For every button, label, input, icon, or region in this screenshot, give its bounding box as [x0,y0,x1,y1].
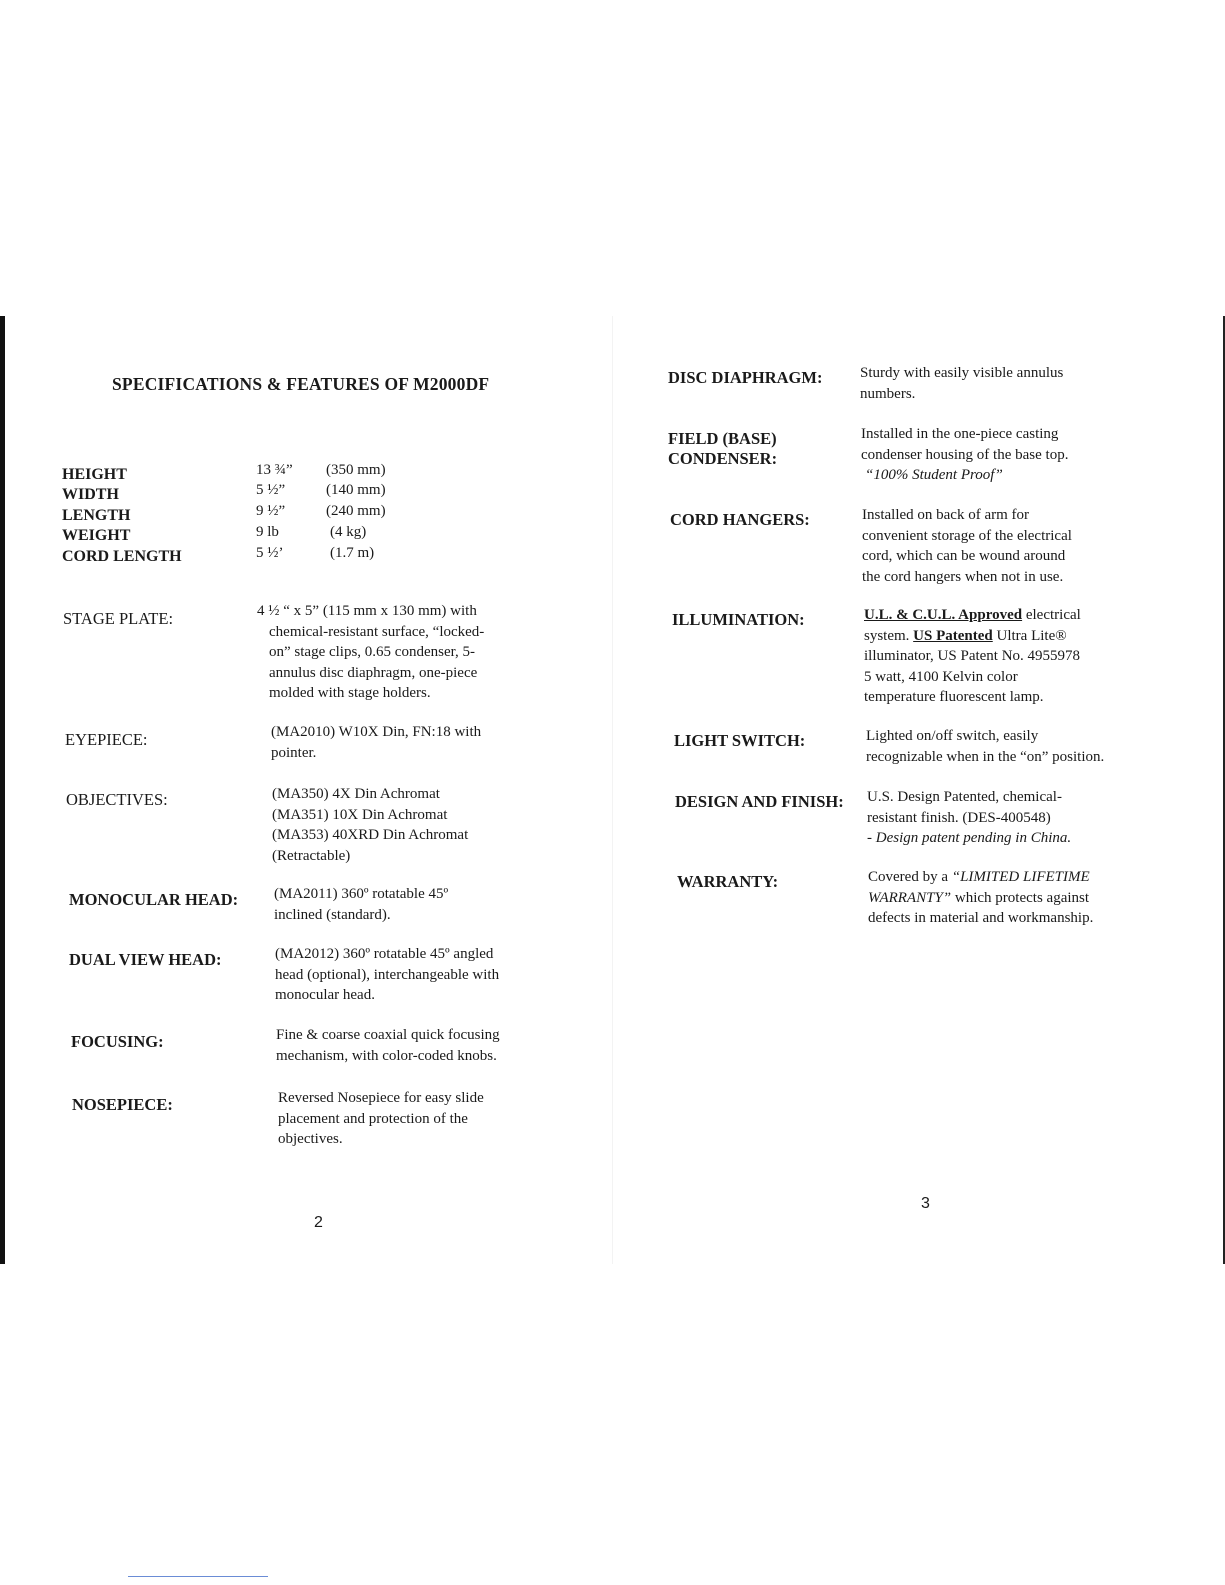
dim-label-cord-length: CORD LENGTH [62,548,182,565]
dim-metric-length: (240 mm) [326,503,386,519]
dim-metric-weight: (4 kg) [330,524,367,540]
page-number-left: 2 [314,1214,323,1231]
spec-value-eyepiece: (MA2010) W10X Din, FN:18 with pointer. [271,724,482,761]
spec-label-illumination: ILLUMINATION: [672,610,805,629]
spec-label-light-switch: LIGHT SWITCH: [674,731,806,750]
page-fold [612,316,613,1264]
spec-value-light-switch: Lighted on/off switch, easily recognizable when in the “on” position. [866,728,1105,765]
page-title: SPECIFICATIONS & FEATURES OF M2000DF [112,374,490,394]
spec-value-dual-view-head: (MA2012) 360º rotatable 45º angled head (optional), interchangeable with monocular head. [275,946,500,1003]
bottom-rule [128,1576,268,1577]
spec-value-field-condenser: Installed in the one-piece casting condenser housing of the base top. “100% Student Proof” [861,426,1069,483]
dim-imperial-cord-length: 5 ½’ [256,545,284,561]
dim-label-weight: WEIGHT [62,527,131,544]
scan-edge-left [0,316,5,1264]
spec-label-field-condenser: FIELD (BASE) CONDENSER: [668,429,778,468]
dim-imperial-width: 5 ½” [256,482,286,498]
spec-label-nosepiece: NOSEPIECE: [72,1095,173,1114]
dim-metric-width: (140 mm) [326,482,386,498]
spec-label-eyepiece: EYEPIECE: [65,730,148,749]
dim-imperial-height: 13 ¾” [256,462,293,478]
dim-metric-height: (350 mm) [326,462,386,478]
spec-label-cord-hangers: CORD HANGERS: [670,510,810,529]
spec-value-stage-plate: 4 ½ “ x 5” (115 mm x 130 mm) with chemical-resistant surface, “locked- on” stage clips, 0.65 condenser, 5- annulus disc diaphragm, one-piece molded with stage holders. [257,603,485,701]
spec-value-cord-hangers: Installed on back of arm for convenient storage of the electrical cord, which can be wound around the cord hangers when not in use. [862,507,1072,585]
spec-value-warranty: Covered by a “LIMITED LIFETIME WARRANTY” which protects against defects in material and workmanship. [868,869,1094,926]
dim-metric-cord-length: (1.7 m) [330,545,375,561]
spec-value-monocular-head: (MA2011) 360º rotatable 45º inclined (standard). [274,886,449,923]
spec-label-monocular-head: MONOCULAR HEAD: [69,890,239,909]
spec-label-disc-diaphragm: DISC DIAPHRAGM: [668,368,823,387]
page-number-right: 3 [921,1195,930,1212]
spec-value-disc-diaphragm: Sturdy with easily visible annulus numbers. [860,365,1064,402]
spec-value-focusing: Fine & coarse coaxial quick focusing mechanism, with color-coded knobs. [276,1027,500,1064]
spec-label-design-finish: DESIGN AND FINISH: [675,792,844,811]
spec-label-objectives: OBJECTIVES: [66,790,168,809]
spec-label-focusing: FOCUSING: [71,1032,164,1051]
spec-label-stage-plate: STAGE PLATE: [63,609,174,628]
dim-imperial-weight: 9 lb [256,524,279,540]
dim-imperial-length: 9 ½” [256,503,286,519]
dim-label-length: LENGTH [62,507,131,524]
dim-label-height: HEIGHT [62,466,127,483]
spec-value-nosepiece: Reversed Nosepiece for easy slide placement and protection of the objectives. [278,1090,484,1147]
dim-label-width: WIDTH [62,486,119,503]
spec-label-warranty: WARRANTY: [677,872,779,891]
spec-value-design-finish: U.S. Design Patented, chemical- resistant finish. (DES-400548) - Design patent pending in China. [867,789,1072,846]
spec-label-dual-view-head: DUAL VIEW HEAD: [69,950,222,969]
spec-value-illumination: U.L. & C.U.L. Approved electrical system. US Patented Ultra Lite® illuminator, US Patent No. 4955978 5 watt, 4100 Kelvin color temperature fluorescent lamp. [864,607,1081,705]
spec-value-objectives: (MA350) 4X Din Achromat (MA351) 10X Din Achromat (MA353) 40XRD Din Achromat (Retractable) [272,786,469,864]
